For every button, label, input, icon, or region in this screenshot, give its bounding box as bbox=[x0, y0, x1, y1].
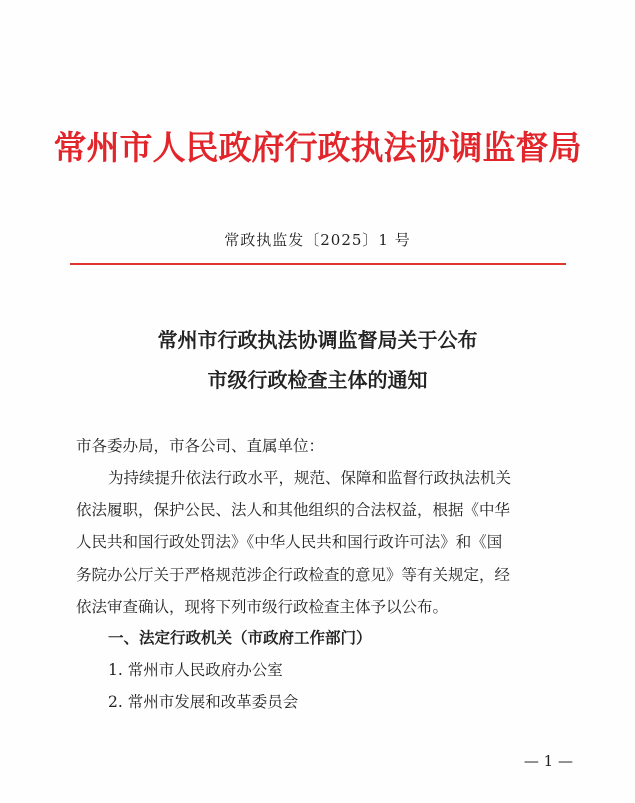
document-title-line-2: 市级行政检查主体的通知 bbox=[207, 368, 428, 392]
paragraph-line: 人民共和国行政处罚法》《中华人民共和国行政许可法》和《国 bbox=[76, 533, 503, 551]
issuing-authority-header: 常州市人民政府行政执法协调监督局 bbox=[53, 128, 582, 167]
section-heading: 一、法定行政机关（市政府工作部门） bbox=[108, 628, 372, 647]
salutation: 市各委办局，市各公司、直属单位： bbox=[76, 437, 325, 455]
red-separator-line bbox=[70, 263, 566, 265]
paragraph-line: 为持续提升依法行政水平，规范、保障和监督行政执法机关 bbox=[108, 469, 512, 487]
list-item: 2. 常州市发展和改革委员会 bbox=[108, 693, 299, 711]
paragraph-line: 依法履职，保护公民、法人和其他组织的合法权益，根据《中华 bbox=[76, 501, 511, 519]
paragraph-line: 依法审查确认，现将下列市级行政检查主体予以公布。 bbox=[76, 598, 449, 616]
document-title-line-1: 常州市行政执法协调监督局关于公布 bbox=[157, 328, 478, 352]
paragraph-line: 务院办公厅关于严格规范涉企行政检查的意见》等有关规定，经 bbox=[76, 566, 511, 584]
list-item: 1. 常州市人民政府办公室 bbox=[108, 661, 283, 679]
page-number: — 1 — bbox=[523, 752, 573, 770]
document-number: 常政执监发〔2025〕1 号 bbox=[224, 231, 411, 249]
